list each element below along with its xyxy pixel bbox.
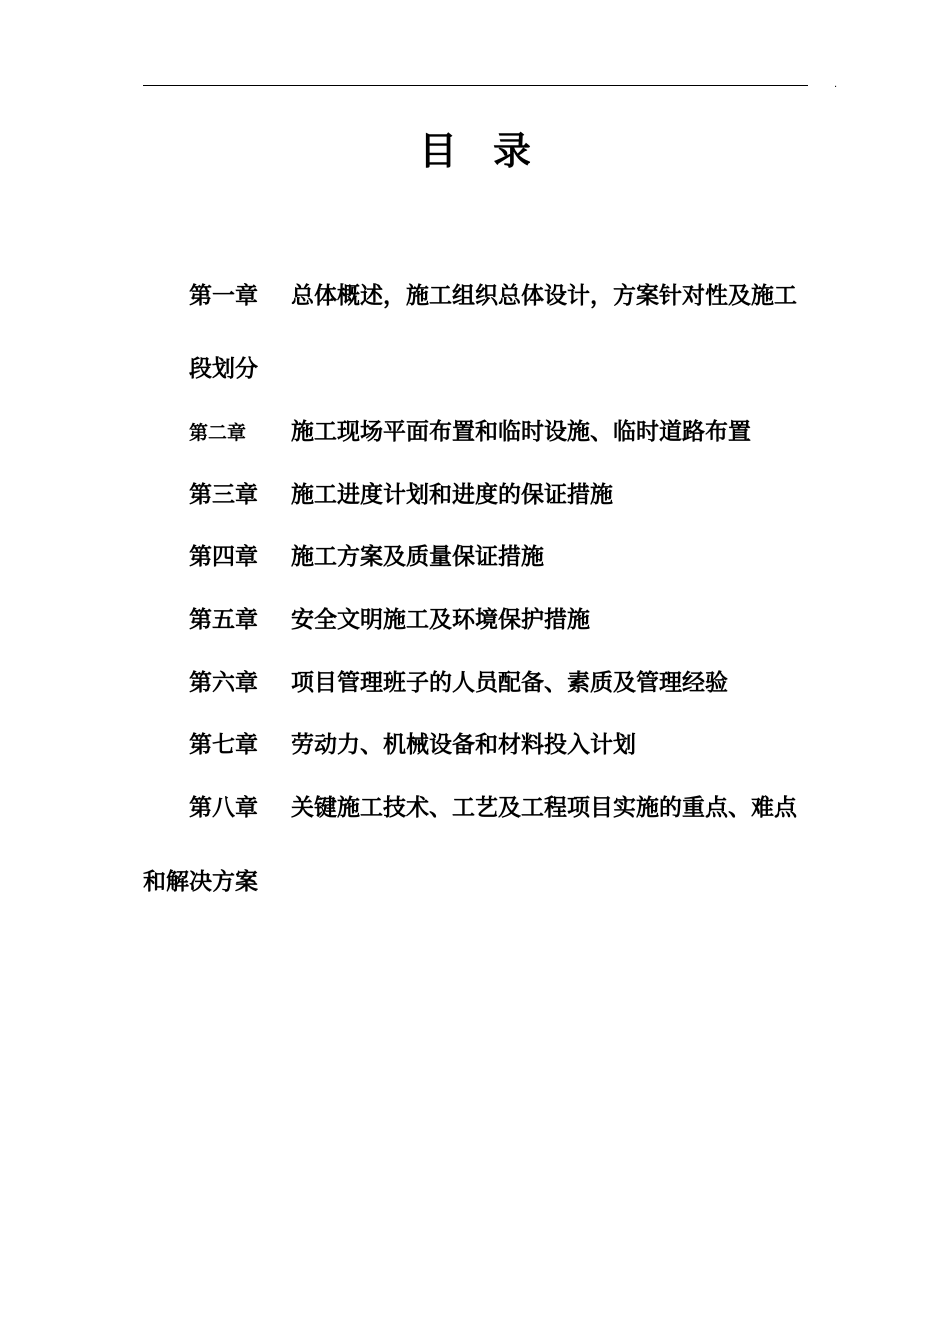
- title-char-1: 目: [418, 129, 457, 173]
- toc-entry-3: [189, 480, 613, 510]
- header-dot: .: [834, 79, 838, 90]
- header-rule: [143, 85, 808, 86]
- title-char-2: 录: [493, 129, 532, 173]
- toc-chapter-number: 第七章: [189, 732, 258, 758]
- toc-chapter-title: 总体概述，施工组织总体设计，方案针对性及施工: [291, 283, 797, 309]
- toc-chapter-number: 第三章: [189, 482, 258, 508]
- toc-entry-4: [189, 542, 544, 572]
- toc-chapter-title: 劳动力、机械设备和材料投入计划: [291, 732, 636, 758]
- toc-chapter-title: 项目管理班子的人员配备、素质及管理经验: [291, 670, 728, 696]
- toc-chapter-title: 施工进度计划和进度的保证措施: [291, 482, 613, 508]
- toc-chapter-number: 第八章: [189, 795, 258, 821]
- toc-chapter-title: 关键施工技术、工艺及工程项目实施的重点、难点: [291, 795, 797, 821]
- toc-entry-1: [189, 281, 797, 311]
- toc-chapter-title: 安全文明施工及环境保护措施: [291, 607, 590, 633]
- page-title: [0, 126, 950, 176]
- toc-chapter-number: 第六章: [189, 670, 258, 696]
- toc-chapter-number: 第一章: [189, 283, 258, 309]
- toc-entry-8: [189, 793, 797, 823]
- toc-chapter-number: 第二章: [189, 422, 247, 444]
- toc-chapter-title: 施工现场平面布置和临时设施、临时道路布置: [291, 419, 751, 445]
- toc-entry-8-continuation: 和解决方案: [143, 869, 258, 895]
- toc-entry-6: [189, 668, 728, 698]
- toc-chapter-number: 第五章: [189, 607, 258, 633]
- toc-chapter-number: 第四章: [189, 544, 258, 570]
- toc-entry-1-continuation: 段划分: [189, 356, 258, 382]
- toc-entry-2: [189, 417, 751, 448]
- toc-chapter-title: 施工方案及质量保证措施: [291, 544, 544, 570]
- toc-entry-7: [189, 730, 636, 760]
- toc-entry-5: [189, 605, 590, 635]
